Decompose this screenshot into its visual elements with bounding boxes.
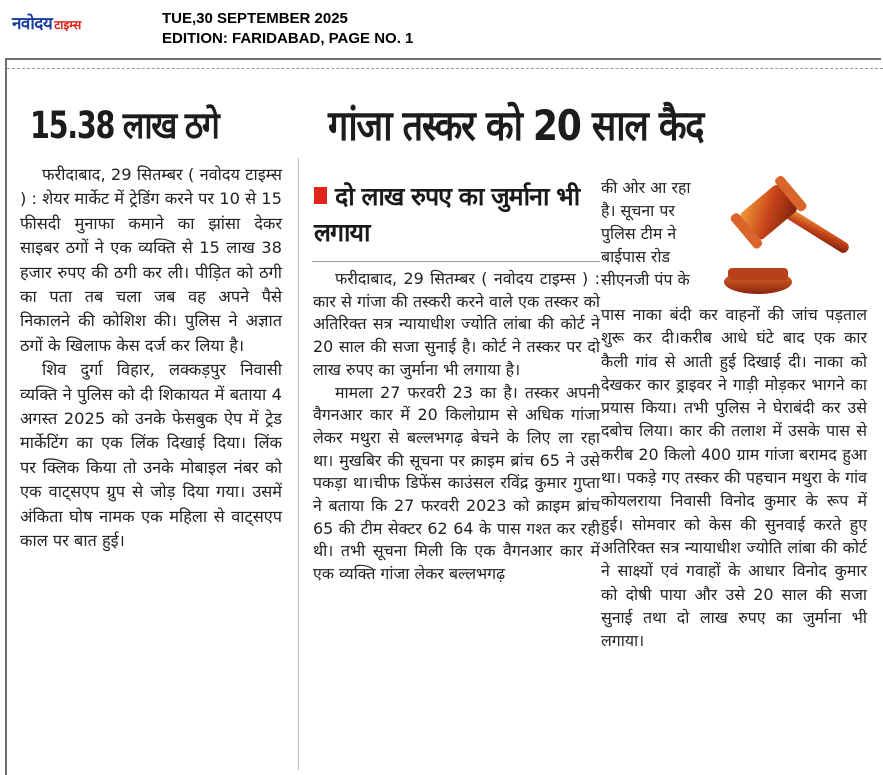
masthead — [0, 0, 883, 58]
main-article-column-2-top: की ओर आ रहा है। सूचना पर पुलिस टीम ने बाईपास रोड सीएनजी पंप के — [601, 178, 691, 289]
logo-sub-text: टाइम्स — [54, 18, 82, 32]
left-article-body — [20, 163, 282, 554]
main-article-column-2 — [601, 303, 867, 652]
subheadline-rule — [312, 261, 600, 262]
top-dashed-divider — [7, 68, 883, 69]
left-article-headline: 15.38 लाख ठगे — [30, 104, 219, 147]
main-article-paragraph: पास नाका बंदी कर वाहनों की जांच पड़ताल शुरू कर दी।करीब आधे घंटे बाद एक कार कैली गांव से आती हुई दिखाई दी। नाका को देखकर कार ड्राइवर ने गाड़ी मोड़कर भागने का प्रयास किया। तभी पुलिस ने घेराबंदी कर उसे दबोच लिया। कार की तलाश में उसके पास से करीब 20 किलो 400 ग्राम गांजा बरामद हुआ था। पकड़े गए तस्कर की पहचान मथुरा के गांव कोयलराया निवासी विनोद कुमार के रूप में हुई। सोमवार को केस की सुनवाई करते हुए अतिरिक्त सत्र न्यायाधीश ज्योति लांबा की कोर्ट ने साक्ष्यों एवं गवाहों के आधार विनोद कुमार को दोषी पाया और उसे 20 साल की सजा सुनाई तथा दो लाख रुपए का जुर्माना भी लगाया। — [601, 305, 867, 651]
main-article-paragraph: मामला 27 फरवरी 23 का है। तस्कर अपनी वैगनआर कार में 20 किलोग्राम से अधिक गांजा लेकर मथुरा से बल्लभगढ़ बेचने के लिए ला रहा था। मुखबिर की सूचना पर क्राइम ब्रांच 65 ने उसे पकड़ा था।चीफ डिफेंस काउंसल रविंद्र कुमार गुप्ता ने बताया कि 27 फरवरी 2023 को क्राइम ब्रांच 65 की टीम सेक्टर 62 64 के पास गश्त कर रही थी। तभी सूचना मिली कि एक वैगनआर कार में एक व्यक्ति गांजा लेकर बल्लभगढ़ — [313, 382, 600, 584]
red-bullet-icon — [314, 187, 327, 204]
left-article-paragraph: फरीदाबाद, 29 सितम्बर ( नवोदय टाइम्स ) : शेयर मार्केट में ट्रेडिंग करने पर 10 से 15 फीसदी मुनाफा कमाने का झांसा देकर साइबर ठगों ने एक व्यक्ति से 15 लाख 38 हजार रुपए की ठगी कर ली। पीड़ित को ठगी का पता तब चला जब वह अपने पैसे निकालने की कोशिश की। पुलिस ने अज्ञात ठगों के खिलाफ केस दर्ज कर लिया है। — [20, 165, 283, 355]
main-article-paragraph: फरीदाबाद, 29 सितम्बर ( नवोदय टाइम्स ) : कार से गांजा की तस्करी करने वाले एक तस्कर को अतिरिक्त सत्र न्यायाधीश ज्योति लांबा की कोर्ट ने 20 साल की सजा सुनाई है। कोर्ट ने तस्कर पर दो लाख रुपए का जुर्माना भी लगाया है। — [313, 269, 600, 379]
edition-info — [162, 9, 413, 49]
main-article-headline: गांजा तस्कर को 20 साल कैद — [328, 101, 704, 150]
gavel-icon — [718, 164, 868, 304]
subheadline-text: दो लाख रुपए का जुर्माना भी लगाया — [314, 182, 580, 247]
issue-date: TUE,30 SEPTEMBER 2025 — [162, 10, 348, 27]
newspaper-logo — [12, 11, 81, 33]
left-article-paragraph: शिव दुर्गा विहार, लक्कड़पुर निवासी व्यक्ति ने पुलिस को दी शिकायत में बताया 4 अगस्त 2025 को उनके फेसबुक ऐप में ट्रेड मार्केटिंग का एक लिंक दिखाई दिया। लिंक पर क्लिक किया तो उनके मोबाइल नंबर को एक वाट्सएप ग्रुप से जोड़ दिया गया। उसमें अंकिता घोष नामक एक महिला से वाट्सएप काल पर बात हुई। — [20, 360, 282, 551]
column-divider — [298, 158, 299, 770]
logo-main-text: नवोदय — [12, 14, 53, 34]
main-article-column-1 — [313, 268, 600, 586]
main-article-subheadline — [314, 179, 600, 251]
edition-page: EDITION: FARIDABAD, PAGE NO. 1 — [162, 30, 414, 47]
